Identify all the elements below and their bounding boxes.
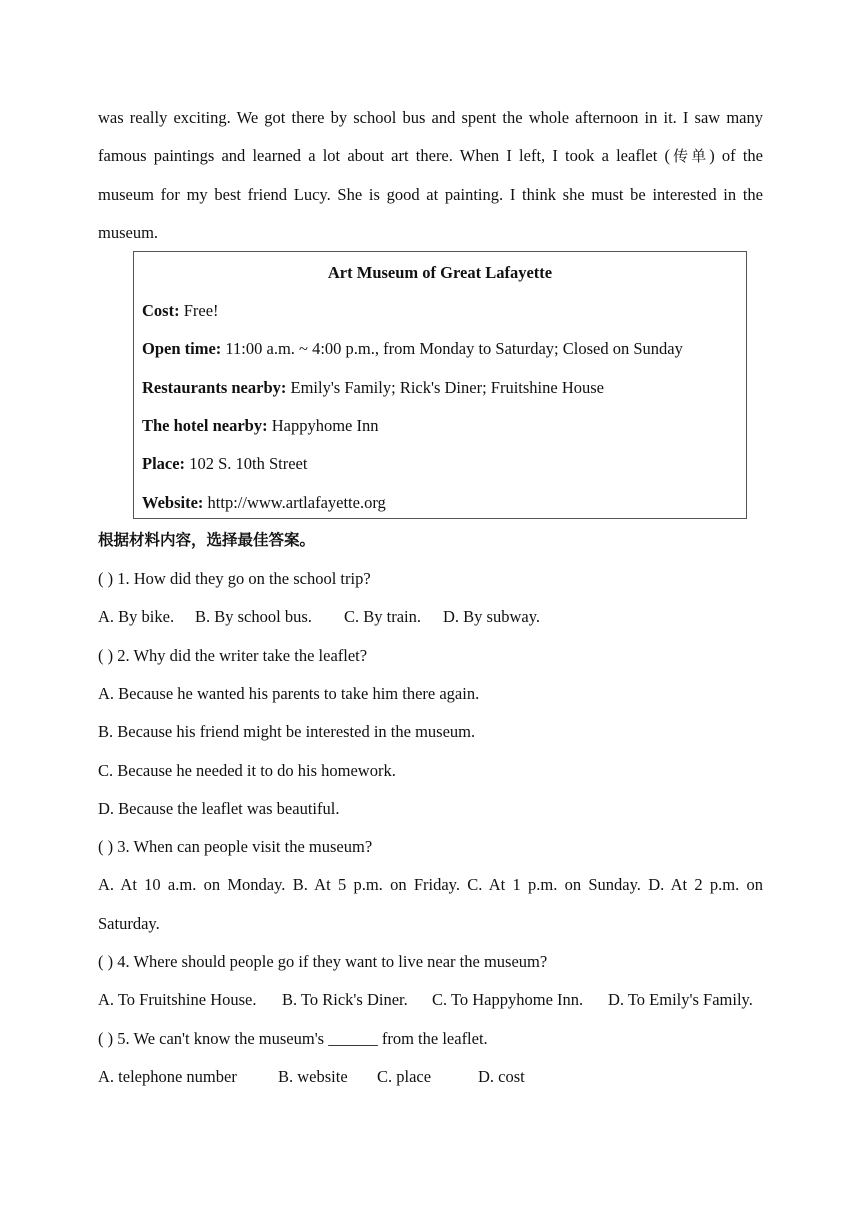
question-5-option-a: A. telephone number (98, 1067, 237, 1086)
leaflet-box (133, 251, 747, 519)
question-2-option-d: D. Because the leaflet was beautiful. (98, 799, 340, 818)
passage-line-2-before: famous paintings and learned a lot about art there. When I left, I took a leaflet ( (98, 146, 670, 165)
question-4-option-a: A. To Fruitshine House. (98, 990, 257, 1009)
question-1-option-a: A. By bike. (98, 607, 175, 626)
leaflet-restaurants (142, 378, 604, 398)
question-5-option-c: C. place (377, 1067, 432, 1086)
leaflet-hotel (142, 416, 379, 436)
question-1-option-d: D. By subway. (443, 607, 541, 626)
restaurants-value: Emily's Family; Rick's Diner; Fruitshine House (286, 378, 604, 397)
question-5-options (98, 1067, 525, 1087)
question-3-stem: ( ) 3. When can people visit the museum? (98, 837, 373, 856)
question-2-stem: ( ) 2. Why did the writer take the leaflet? (98, 646, 368, 665)
passage-line-1: was really exciting. We got there by school bus and spent the whole afternoon in it. I saw many (98, 108, 763, 127)
place-value: 102 S. 10th Street (185, 454, 308, 473)
passage-line-3: museum for my best friend Lucy. She is good at painting. I think she must be interested in the (98, 185, 763, 204)
question-2-option-c: C. Because he needed it to do his homework. (98, 761, 396, 780)
leaflet-title: Art Museum of Great Lafayette (327, 263, 553, 282)
hotel-label: The hotel nearby: (142, 416, 268, 435)
open-time-label: Open time: (142, 339, 222, 358)
question-5-option-d: D. cost (478, 1067, 525, 1086)
question-5-option-b: B. website (278, 1067, 348, 1086)
question-4-stem: ( ) 4. Where should people go if they want to live near the museum? (98, 952, 548, 971)
hotel-value: Happyhome Inn (267, 416, 379, 435)
restaurants-label: Restaurants nearby: (142, 378, 287, 397)
website-value: http://www.artlafayette.org (203, 493, 386, 512)
question-3-options: A. At 10 a.m. on Monday. B. At 5 p.m. on Friday. C. At 1 p.m. on Sunday. D. At 2 p.m. on (98, 875, 763, 894)
question-3-options-continued: Saturday. (98, 914, 160, 933)
question-5-stem: ( ) 5. We can't know the museum's ______ from the leaflet. (98, 1029, 488, 1048)
leaflet-cost (142, 301, 219, 321)
passage-line-4: museum. (98, 223, 159, 242)
passage-line-2-chinese: 传单 (670, 147, 710, 165)
question-1-options (98, 607, 540, 627)
question-4-option-d: D. To Emily's Family. (608, 990, 753, 1009)
question-1-option-b: B. By school bus. (195, 607, 312, 626)
question-2-option-b: B. Because his friend might be interested in the museum. (98, 722, 476, 741)
passage-line-2 (98, 146, 763, 166)
passage-line-2-after: ) of the (709, 146, 763, 165)
cost-value: Free! (179, 301, 219, 320)
question-4-option-b: B. To Rick's Diner. (282, 990, 408, 1009)
open-time-value: 11:00 a.m. ~ 4:00 p.m., from Monday to Saturday; Closed on Sunday (221, 339, 683, 358)
question-1-stem: ( ) 1. How did they go on the school trip? (98, 569, 371, 588)
website-label: Website: (142, 493, 204, 512)
leaflet-website (142, 493, 386, 513)
question-2-option-a: A. Because he wanted his parents to take him there again. (98, 684, 480, 703)
leaflet-open-time (142, 339, 683, 359)
question-4-options (98, 990, 753, 1010)
question-4-option-c: C. To Happyhome Inn. (432, 990, 584, 1009)
instruction: 根据材料内容，选择最佳答案。 (98, 531, 316, 549)
leaflet-place (142, 454, 307, 474)
cost-label: Cost: (142, 301, 180, 320)
place-label: Place: (142, 454, 186, 473)
question-1-option-c: C. By train. (344, 607, 421, 626)
